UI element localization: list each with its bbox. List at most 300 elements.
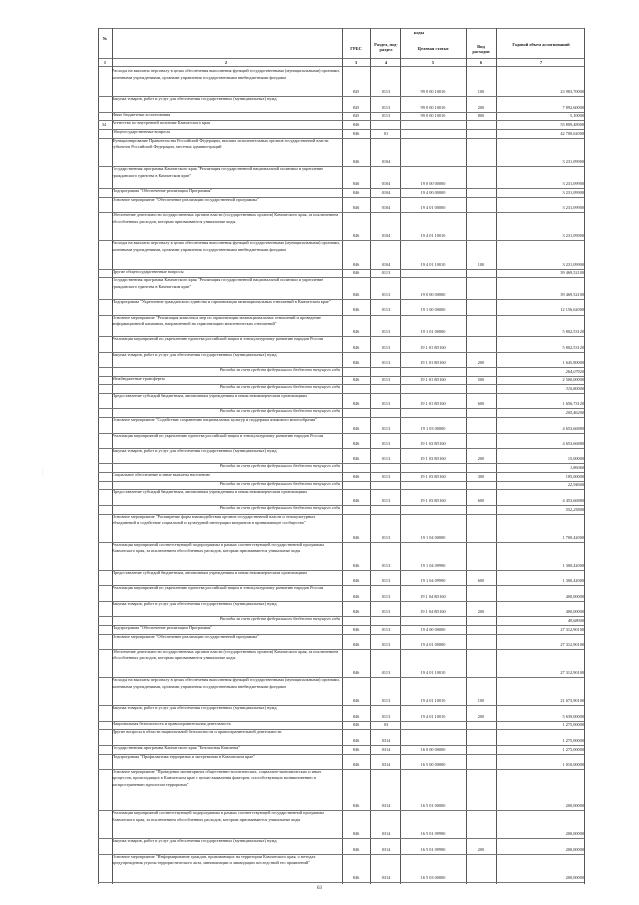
row-number (98, 762, 110, 769)
row-grbs: 846 (352, 534, 360, 540)
row-name: Подпрограмма "Укрепление гражданского единства и гармонизация межнациональных отношений в Камчатском крае" (112, 299, 331, 305)
row-sum: 27 312,90100 (560, 670, 584, 676)
row-number (98, 181, 110, 188)
table-row (98, 112, 584, 121)
row-vid (468, 292, 494, 299)
row-vid (468, 670, 494, 677)
row-number (98, 292, 110, 299)
row-number (98, 262, 110, 269)
header-grbs: ГРБС (350, 46, 362, 51)
row-sum: 1 300,42000 (562, 578, 584, 584)
row-vid: 200 (477, 104, 485, 110)
row-celevaya: 16 5 01 09990 (420, 846, 446, 852)
row-celevaya: 19 1 00 00000 (420, 307, 446, 313)
table-row (98, 601, 584, 616)
row-grbs: 846 (352, 122, 360, 128)
row-celevaya: 19 1 03 R5160 (420, 497, 446, 503)
row-celevaya: 19 1 04 09990 (420, 578, 446, 584)
row-name: Закупка товаров, работ и услуг для обеспечения государственных (муниципальных) нужд (112, 351, 277, 357)
row-grbs: 846 (352, 440, 360, 446)
row-celevaya (402, 722, 464, 729)
row-celevaya: 19 1 01 R5160 (420, 377, 446, 383)
row-vid: 200 (477, 359, 485, 365)
row-sum: 22,94600 (567, 482, 584, 488)
row-name: Государственная программа Камчатского края "Безопасная Камчатка" (112, 744, 241, 750)
row-number (98, 642, 110, 649)
row-sum: 39 469,52100 (560, 292, 584, 298)
table-row (98, 754, 584, 769)
row-sum: 7 892,60000 (562, 104, 584, 110)
row-vid: 200 (477, 608, 485, 614)
table-row (98, 138, 584, 166)
row-celevaya: 19 4 00 00000 (420, 189, 446, 195)
row-number (98, 131, 110, 138)
table-row (98, 417, 584, 432)
row-razdel: 0113 (381, 270, 391, 276)
row-razdel: 0314 (381, 746, 391, 752)
row-number (98, 482, 110, 489)
row-number (98, 329, 110, 336)
row-name: Другие общегосударственные вопросы (112, 268, 184, 274)
row-grbs (344, 507, 368, 514)
row-number (98, 474, 110, 481)
row-name: Реализация мероприятий по укреплению единства российской нации и этнокультурному развитию народов России (112, 336, 324, 342)
row-grbs: 845 (352, 104, 360, 110)
row-name: Основное мероприятие "Обеспечение реализации государственной программы" (112, 633, 259, 639)
table-row (98, 705, 584, 720)
row-vid (468, 307, 494, 314)
row-celevaya (402, 386, 464, 393)
row-number (98, 738, 110, 745)
row-razdel: 0113 (381, 425, 391, 431)
row-grbs: 846 (352, 189, 360, 195)
row-vid (468, 803, 494, 810)
row-celevaya (402, 738, 464, 745)
row-number (98, 89, 110, 96)
row-razdel: 0104 (381, 189, 391, 195)
row-vid: 200 (477, 846, 485, 852)
table-row (98, 129, 584, 138)
row-razdel: 0104 (381, 159, 391, 165)
row-razdel: 0113 (381, 89, 391, 95)
row-vid (468, 738, 494, 745)
row-sum: 15,00000 (567, 456, 584, 462)
row-celevaya: 19 4 01 10010 (420, 698, 446, 704)
row-grbs: 846 (352, 641, 360, 647)
row-razdel: 0113 (381, 626, 391, 632)
table-row (98, 585, 584, 600)
table-top-border (98, 28, 584, 29)
row-number (98, 698, 110, 705)
row-sum: 200,00000 (565, 803, 584, 809)
row-sum: 49,68000 (567, 617, 584, 623)
row-vid (468, 831, 494, 838)
row-vid (468, 762, 494, 769)
row-razdel: 03 (383, 722, 389, 728)
table-row (98, 625, 584, 634)
table-row (98, 336, 584, 351)
row-razdel: 0113 (381, 359, 391, 365)
row-vid: 800 (477, 113, 485, 119)
row-grbs: 846 (352, 746, 360, 752)
table-row (98, 393, 584, 408)
row-name: Предоставление субсидий бюджетным, автономным учреждениям и иным некоммерческим организациям (112, 570, 307, 576)
row-name: Подпрограмма "Обеспечение реализации Программы" (112, 624, 213, 630)
row-razdel: 0113 (381, 377, 391, 383)
row-vid: 100 (477, 261, 485, 267)
row-name: Государственная программа Камчатского края "Реализация государственной национальной политики и укрепление гражданского единства в Камчатском крае" (112, 166, 324, 178)
table-row (98, 315, 584, 337)
row-number (98, 831, 110, 838)
row-number (98, 714, 110, 721)
row-name: Основное мероприятие "Информирование граждан, проживающих на территории Камчатского края, о методах предупреждения угрозы террористического акта, минимизации и ликвидации последствий его проявлений" (112, 853, 316, 866)
row-grbs: 846 (352, 205, 360, 211)
row-sum: 400,00000 (565, 608, 584, 614)
row-vid (468, 747, 494, 754)
row-razdel: 0104 (381, 233, 391, 239)
row-razdel (372, 465, 400, 472)
row-number (98, 847, 110, 854)
table-row (98, 542, 584, 570)
row-number (98, 307, 110, 314)
row-sum: 39 469,52100 (560, 270, 584, 276)
row-vid (468, 410, 494, 417)
row-number (98, 609, 110, 616)
row-number (98, 360, 110, 367)
row-name: Национальная безопасность и правоохранительная деятельность (112, 720, 231, 726)
colnum-3: 3 (354, 60, 358, 65)
row-celevaya: 16 5 01 09990 (420, 831, 446, 837)
row-celevaya (402, 122, 464, 129)
table-note-row (98, 616, 584, 625)
row-vid: 100 (477, 698, 485, 704)
row-number (98, 441, 110, 448)
row-number (98, 377, 110, 384)
row-number (98, 159, 110, 166)
row-vid (468, 618, 494, 625)
row-vid (468, 131, 494, 138)
col-border (584, 28, 585, 884)
row-sum: 1 300,42000 (562, 563, 584, 569)
row-sum: 1 645,80000 (562, 359, 584, 365)
row-vid (468, 329, 494, 336)
table-row (98, 269, 584, 278)
row-grbs: 846 (352, 261, 360, 267)
row-grbs: 846 (352, 159, 360, 165)
row-name: Расходы на выплаты персоналу в целях обеспечения выполнения функций государственными (муниципальными) органами, казенными учреждениями, органами управления государственными внебюджетными фондами (112, 677, 340, 689)
row-grbs: 846 (352, 846, 360, 852)
row-celevaya (402, 482, 464, 489)
row-razdel (372, 386, 400, 393)
row-grbs: 845 (352, 113, 360, 119)
row-grbs (344, 369, 368, 376)
row-vid (468, 642, 494, 649)
row-vid (468, 563, 494, 570)
row-sum: 200,00000 (565, 874, 584, 880)
row-celevaya (402, 270, 464, 277)
row-name: Расходы за счет средств федерального бюджета текущего года (219, 463, 340, 469)
row-celevaya: 16 0 00 00000 (420, 746, 446, 752)
row-sum: 5,10000 (570, 113, 584, 119)
row-number (98, 410, 110, 417)
row-razdel: 0314 (381, 803, 391, 809)
row-name: Закупка товаров, работ и услуг для обеспечения государственных (муниципальных) нужд (112, 838, 277, 844)
row-name: Расходы за счет средств федерального бюджета текущего года (219, 408, 340, 414)
row-celevaya: 19 1 03 R5160 (420, 440, 446, 446)
row-number (98, 205, 110, 212)
table-row (98, 745, 584, 754)
row-number (98, 456, 110, 463)
row-name: Агентство по внутренней политике Камчатского края (112, 120, 211, 126)
table-note-row (98, 481, 584, 490)
row-name: Расходы за счет средств федерального бюджета текущего года (219, 366, 340, 372)
row-razdel: 0113 (381, 578, 391, 584)
row-sum: 1 275,00000 (562, 737, 584, 743)
row-grbs: 846 (352, 563, 360, 569)
row-number (98, 722, 110, 729)
row-razdel: 0113 (381, 670, 391, 676)
table-row (98, 299, 584, 314)
row-grbs: 846 (352, 831, 360, 837)
table-row (98, 729, 584, 744)
row-sum: 205,46200 (565, 410, 584, 416)
table-row (98, 197, 584, 212)
row-razdel (372, 482, 400, 489)
row-name: Закупка товаров, работ и услуг для обеспечения государственных (муниципальных) нужд (112, 447, 277, 453)
row-sum: 3 231,09900 (562, 261, 584, 267)
row-celevaya: 19 4 01 00000 (420, 205, 446, 211)
row-sum: 2 500,00000 (562, 377, 584, 383)
row-celevaya: 19 4 01 10010 (420, 670, 446, 676)
header-razdel: Раздел, под-раздел (374, 42, 398, 52)
row-grbs: 846 (352, 722, 360, 728)
row-grbs: 846 (352, 670, 360, 676)
row-razdel (372, 369, 400, 376)
row-name: Иные бюджетные ассигнования (112, 111, 171, 117)
row-celevaya: 19 1 04 00000 (420, 534, 446, 540)
row-number: 34 (101, 122, 107, 128)
row-vid: 600 (477, 401, 485, 407)
row-grbs: 846 (352, 497, 360, 503)
row-razdel: 0314 (381, 831, 391, 837)
row-celevaya (402, 369, 464, 376)
row-vid (468, 594, 494, 601)
row-razdel: 0113 (381, 698, 391, 704)
row-vid (468, 369, 494, 376)
row-grbs: 845 (352, 89, 360, 95)
row-sum: 400,00000 (565, 593, 584, 599)
row-razdel: 0113 (381, 641, 391, 647)
row-grbs (344, 386, 368, 393)
table-row (98, 854, 584, 882)
row-razdel: 0104 (381, 180, 391, 186)
table-row (98, 352, 584, 367)
row-celevaya: 19 1 03 R5160 (420, 473, 446, 479)
table-row (98, 376, 584, 385)
row-number (98, 747, 110, 754)
row-name: Общегосударственные вопросы (112, 129, 171, 135)
row-vid (468, 205, 494, 212)
table-row (98, 489, 584, 504)
row-name: Расходы за счет средств федерального бюджета текущего года (219, 504, 340, 510)
row-number (98, 233, 110, 240)
row-razdel: 0104 (381, 205, 391, 211)
row-name: Обеспечение деятельности государственных органов власти (государственных органов) Камчатского края, за исключением обособленных расходов, которым присваиваются уникальные коды (112, 212, 339, 224)
row-grbs: 846 (352, 344, 360, 350)
row-name: Предоставление субсидий бюджетным, автономным учреждениям и иным некоммерческим организациям (112, 393, 307, 399)
row-sum: 42 700,62000 (560, 130, 584, 136)
row-vid (468, 122, 494, 129)
row-sum: 23 983,70000 (560, 89, 584, 95)
row-number (98, 113, 110, 120)
row-grbs (344, 618, 368, 625)
table-row (98, 649, 584, 677)
table-row (98, 838, 584, 853)
row-celevaya: 19 4 01 00000 (420, 641, 446, 647)
row-sum: 3 231,09900 (562, 189, 584, 195)
row-celevaya (402, 159, 464, 166)
row-name: Основное мероприятие "Реализация комплекса мер по гармонизации межнациональных отношений и проведение информационной кампании, направленной на гармонизацию межэтнических отношений" (112, 314, 321, 326)
row-sum: 3 231,09900 (562, 180, 584, 186)
row-vid: 200 (477, 713, 485, 719)
row-razdel (372, 122, 400, 129)
row-celevaya: 19 1 01 R5160 (420, 359, 446, 365)
row-divider (98, 882, 584, 883)
table-note-row (98, 505, 584, 514)
row-celevaya (402, 131, 464, 138)
row-grbs (344, 410, 368, 417)
table-note-row (98, 408, 584, 417)
page-number: 63 (317, 886, 322, 891)
row-name: Реализация мероприятий соответствующей подпрограммы в рамках соответствующей государственной программы Камчатского края, за исключением обособленных расходов, которым присваиваются уникальные коды (112, 541, 324, 554)
row-celevaya (402, 507, 464, 514)
row-name: Основное мероприятие "Содействие сохранению национальных культур и поддержка языкового многообразия" (112, 417, 317, 423)
colnum-1: 1 (103, 60, 107, 65)
row-celevaya: 99 0 00 10010 (420, 113, 446, 119)
row-grbs: 846 (352, 359, 360, 365)
row-celevaya (402, 410, 464, 417)
table-row (98, 769, 584, 810)
table-note-row (98, 367, 584, 376)
table-row (98, 433, 584, 448)
row-vid (468, 441, 494, 448)
row-name: Реализация мероприятий по укреплению единства российской нации и этнокультурному развитию народов России (112, 585, 324, 591)
row-number (98, 270, 110, 277)
row-grbs: 846 (352, 270, 360, 276)
row-razdel: 0314 (381, 761, 391, 767)
row-vid (468, 270, 494, 277)
row-sum: 1 656,73120 (562, 401, 584, 407)
row-vid (468, 386, 494, 393)
row-number (98, 670, 110, 677)
row-celevaya: 19 1 04 R5160 (420, 593, 446, 599)
row-grbs: 846 (352, 377, 360, 383)
row-name: Функционирование Правительства Российской Федерации, высших исполнительных органов государственной власти субъектов Российской Федерации, местных администраций (112, 137, 329, 150)
row-celevaya: 19 1 04 09990 (420, 563, 446, 569)
row-razdel: 0113 (381, 344, 391, 350)
row-celevaya: 16 5 01 00000 (420, 803, 446, 809)
row-sum: 200,00000 (565, 846, 584, 852)
row-name: Государственная программа Камчатского края "Реализация государственной национальной политики и укрепление гражданского единства в Камчатском крае" (112, 277, 324, 289)
row-razdel: 0113 (381, 440, 391, 446)
row-vid: 100 (477, 89, 485, 95)
table-row (98, 166, 584, 188)
row-sum: 1 275,00000 (562, 722, 584, 728)
table-row (98, 721, 584, 730)
table-row (98, 240, 584, 268)
margin-scan-mark: · · · · (40, 467, 45, 476)
table-row (98, 68, 584, 96)
header-summa: Годовой объем ассигнований (512, 42, 570, 47)
row-name: Закупка товаров, работ и услуг для обеспечения государственных (муниципальных) нужд (112, 705, 277, 711)
colnum-5: 5 (431, 60, 435, 65)
row-razdel: 0113 (381, 497, 391, 503)
row-celevaya (402, 618, 464, 625)
row-vid (468, 627, 494, 634)
header-celevaya: Целевая статья (417, 46, 449, 51)
row-razdel: 0113 (381, 473, 391, 479)
row-grbs (344, 482, 368, 489)
row-celevaya: 19 1 03 R5160 (420, 456, 446, 462)
row-number (98, 498, 110, 505)
row-grbs: 846 (352, 874, 360, 880)
row-razdel (372, 410, 400, 417)
row-name: Закупка товаров, работ и услуг для обеспечения государственных (муниципальных) нужд (112, 600, 277, 606)
row-razdel: 0113 (381, 292, 391, 298)
row-number (98, 401, 110, 408)
row-sum: 5 802,53120 (562, 344, 584, 350)
row-sum: 3 231,09900 (562, 159, 584, 165)
row-razdel: 0314 (381, 874, 391, 880)
row-sum: 1 275,00000 (562, 746, 584, 752)
row-celevaya: 99 0 00 10010 (420, 104, 446, 110)
table-note-row (98, 384, 584, 393)
row-name: Основное мероприятие "Проведение мониторинга общественно-политических, социально-экономических и иных процессов, происходящих в Камчатском крае с целью выявления факторов, способствующих возникновению и распространению идеологии терроризма" (112, 768, 322, 787)
row-celevaya: 19 0 00 00000 (420, 292, 446, 298)
row-celevaya: 16 5 03 00000 (420, 874, 446, 880)
row-vid (468, 345, 494, 352)
row-razdel: 0113 (381, 104, 391, 110)
row-grbs: 846 (352, 425, 360, 431)
table-row (98, 120, 584, 129)
row-razdel: 01 (383, 130, 389, 136)
row-number (98, 426, 110, 433)
row-vid (468, 722, 494, 729)
row-name: Подпрограмма "Обеспечение реализации Программы" (112, 188, 213, 193)
row-name: Социальное обеспечение и иные выплаты населению (112, 471, 210, 477)
row-grbs: 846 (352, 803, 360, 809)
row-vid (468, 507, 494, 514)
row-grbs: 846 (352, 608, 360, 614)
row-celevaya: 19 4 01 10010 (420, 713, 446, 719)
row-number (98, 618, 110, 625)
row-vid (468, 535, 494, 542)
row-name: Подпрограмма "Профилактика терроризма и экстремизма в Камчатском крае" (112, 753, 255, 759)
row-celevaya: 19 4 00 00000 (420, 626, 446, 632)
row-name: Расходы за счет средств федерального бюджета текущего года (219, 480, 340, 486)
row-vid (468, 465, 494, 472)
row-number (98, 105, 110, 112)
row-name: Расходы за счет средств федерального бюджета текущего года (219, 615, 340, 621)
row-number (98, 803, 110, 810)
row-grbs: 846 (352, 578, 360, 584)
row-sum: 1 010,00000 (562, 761, 584, 767)
row-name: Расходы на выплаты персоналу в целях обеспечения выполнения функций государственными (муниципальными) органами, казенными учреждениями, органами управления государственными внебюджетными фондами (112, 68, 340, 80)
row-sum: 27 312,90100 (560, 626, 584, 632)
row-sum: 3 231,09900 (562, 205, 584, 211)
row-number (98, 578, 110, 585)
row-celevaya: 19 0 00 00000 (420, 180, 446, 186)
